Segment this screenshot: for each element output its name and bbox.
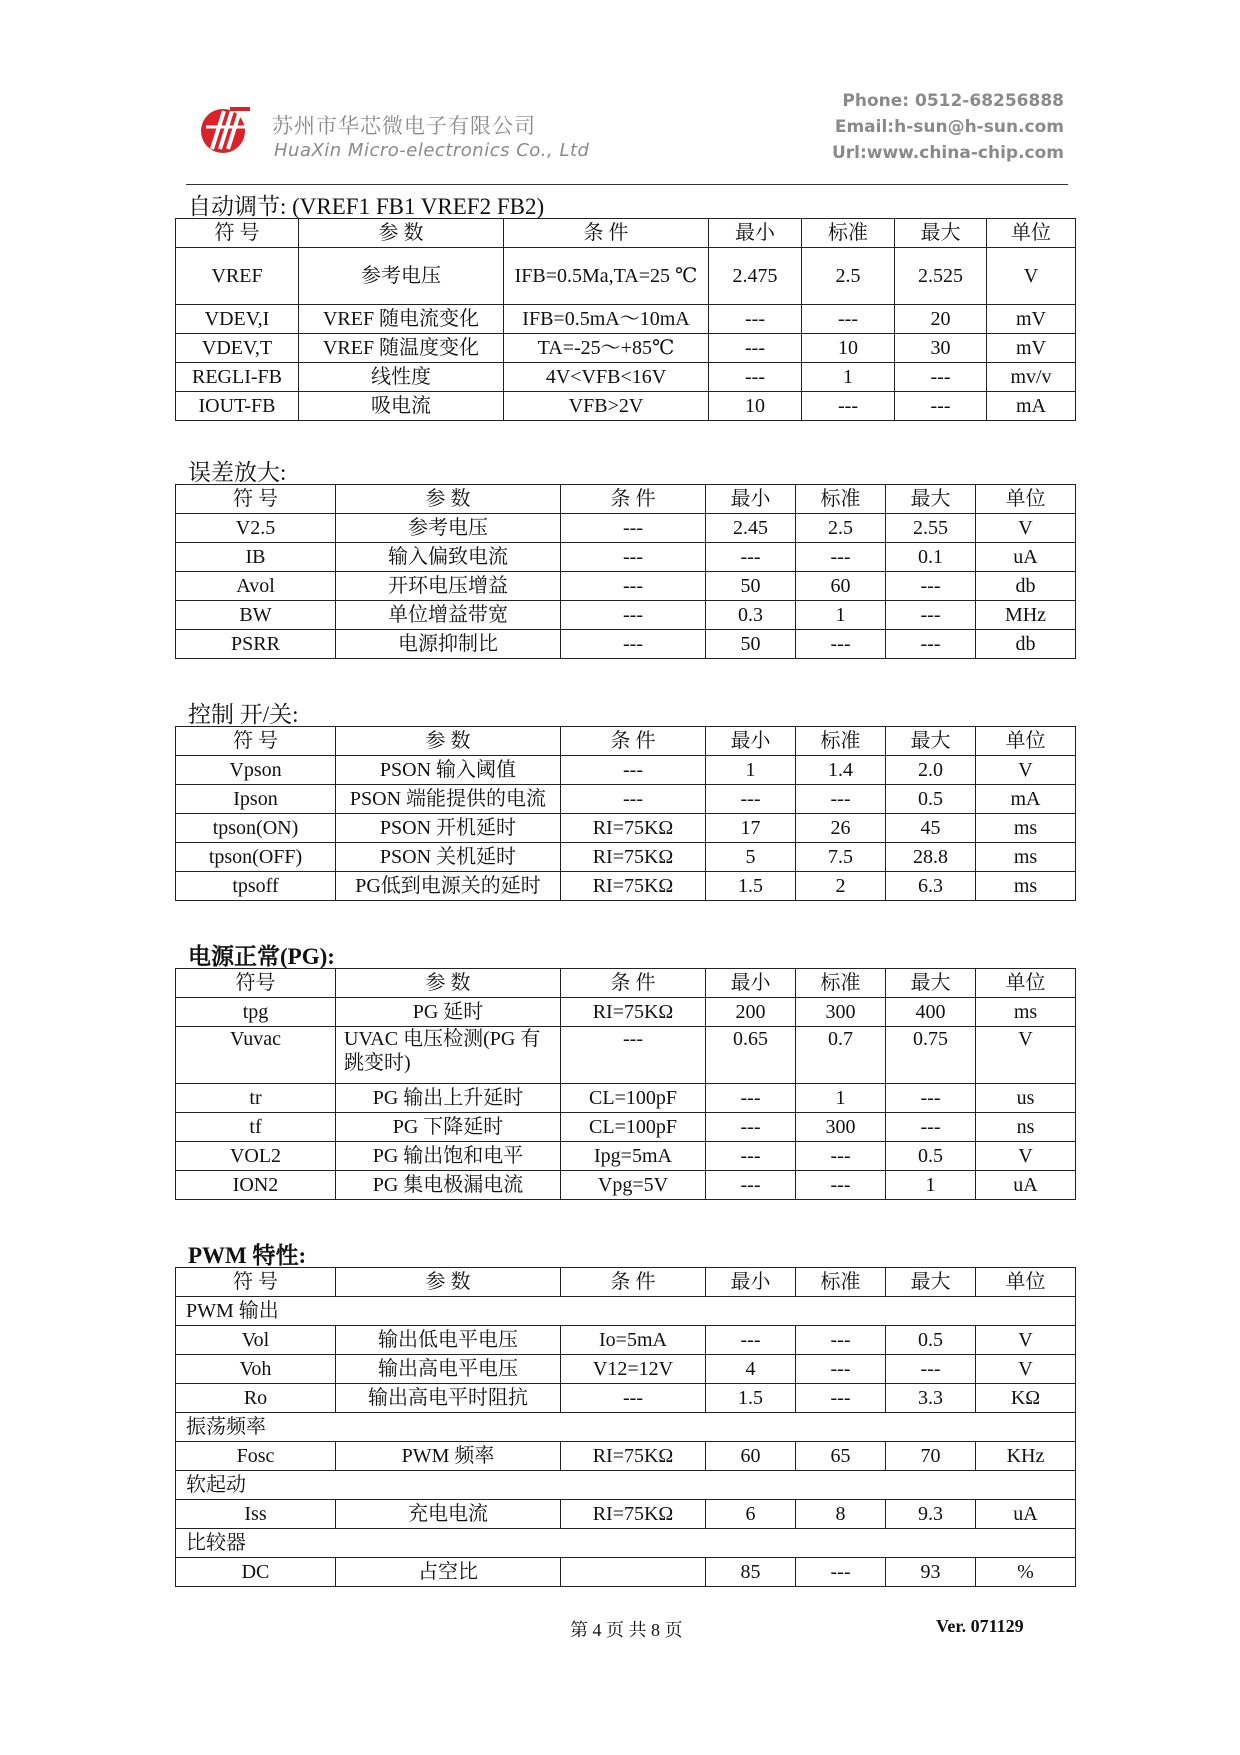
- table-cell: ---: [706, 785, 796, 814]
- table-cell: ---: [706, 1171, 796, 1200]
- table-cell: Iss: [176, 1500, 336, 1529]
- table-cell: ---: [706, 1084, 796, 1113]
- table-cell: 8: [796, 1500, 886, 1529]
- header-cell: 参 数: [336, 485, 561, 514]
- table-cell: 50: [706, 572, 796, 601]
- table-cell: 0.7: [796, 1027, 886, 1084]
- table-cell: ---: [886, 601, 976, 630]
- table-cell: 20: [895, 305, 987, 334]
- table-cell: ---: [561, 630, 706, 659]
- section-title-error-amp: [188, 454, 286, 487]
- table-row: [176, 1084, 1076, 1113]
- table-row: [176, 334, 1076, 363]
- table-cell: PSON 关机延时: [336, 843, 561, 872]
- table-cell: mA: [976, 785, 1076, 814]
- table-cell: V: [976, 1326, 1076, 1355]
- table-cell: ---: [796, 1355, 886, 1384]
- table-cell: 线性度: [299, 363, 504, 392]
- header-cell: 标准: [796, 727, 886, 756]
- table-cell: ---: [796, 1558, 886, 1587]
- table-cell: 0.5: [886, 1142, 976, 1171]
- header-cell: 最大: [895, 219, 987, 248]
- table-cell: V: [976, 756, 1076, 785]
- table-cell: 4V<VFB<16V: [504, 363, 709, 392]
- header-cell: 符 号: [176, 219, 299, 248]
- table-cell: 输出高电平时阻抗: [336, 1384, 561, 1413]
- table-cell: ---: [706, 1113, 796, 1142]
- table-cell: ---: [796, 785, 886, 814]
- url: Url:www.china-chip.com: [831, 143, 1064, 163]
- table-cell: mV: [987, 305, 1076, 334]
- table-cell: IOUT-FB: [176, 392, 299, 421]
- table-cell: Vuvac: [176, 1027, 336, 1084]
- table-cell: PG 输出上升延时: [336, 1084, 561, 1113]
- table-cell: uA: [976, 1171, 1076, 1200]
- table-cell: 输出高电平电压: [336, 1355, 561, 1384]
- table-cell: ---: [796, 543, 886, 572]
- header-divider: [186, 184, 1068, 185]
- table-cell: mA: [987, 392, 1076, 421]
- category-row: [176, 1413, 1076, 1442]
- table-cell: 0.65: [706, 1027, 796, 1084]
- table-cell: ---: [796, 1384, 886, 1413]
- table-cell: 45: [886, 814, 976, 843]
- table-cell: PG 延时: [336, 998, 561, 1027]
- header-cell: 条 件: [504, 219, 709, 248]
- table-cell: Voh: [176, 1355, 336, 1384]
- table-cell: Fosc: [176, 1442, 336, 1471]
- table-cell: ---: [796, 1326, 886, 1355]
- header-cell: 最大: [886, 485, 976, 514]
- table-cell: ---: [895, 392, 987, 421]
- table-cell: ---: [796, 1142, 886, 1171]
- table-cell: ---: [706, 1142, 796, 1171]
- table-cell: ms: [976, 843, 1076, 872]
- table-cell: 2.45: [706, 514, 796, 543]
- table-cell: db: [976, 630, 1076, 659]
- table-cell: 2.525: [895, 248, 987, 305]
- table-cell: 单位增益带宽: [336, 601, 561, 630]
- table-header-row: [176, 969, 1076, 998]
- table-row: [176, 1171, 1076, 1200]
- table-cell: V: [976, 1142, 1076, 1171]
- table-cell: 2.5: [796, 514, 886, 543]
- table-pwm: [175, 1267, 1076, 1587]
- table-cell: ns: [976, 1113, 1076, 1142]
- table-cell: 1.4: [796, 756, 886, 785]
- table-cell: 输出低电平电压: [336, 1326, 561, 1355]
- table-cell: V: [976, 514, 1076, 543]
- table-cell: tpson(OFF): [176, 843, 336, 872]
- table-cell: mv/v: [987, 363, 1076, 392]
- table-cell: 参考电压: [336, 514, 561, 543]
- table-cell: ---: [886, 1355, 976, 1384]
- table-cell: 1: [706, 756, 796, 785]
- table-cell: REGLI-FB: [176, 363, 299, 392]
- table-cell: CL=100pF: [561, 1084, 706, 1113]
- section-title-control: 控制 开/关:: [188, 702, 299, 727]
- table-cell: V12=12V: [561, 1355, 706, 1384]
- table-row: [176, 998, 1076, 1027]
- header-cell: 最大: [886, 969, 976, 998]
- header-cell: 最小: [706, 969, 796, 998]
- table-row: [176, 1027, 1076, 1084]
- table-cell: 1.5: [706, 1384, 796, 1413]
- table-cell: ---: [886, 1084, 976, 1113]
- table-row: [176, 630, 1076, 659]
- page-number: 第 4 页 共 8 页: [570, 1620, 683, 1640]
- header-cell: 最小: [706, 1268, 796, 1297]
- category-row: [176, 1529, 1076, 1558]
- table-cell: 7.5: [796, 843, 886, 872]
- table-cell: RI=75KΩ: [561, 1442, 706, 1471]
- header-cell: 条 件: [561, 727, 706, 756]
- table-cell: ---: [802, 392, 895, 421]
- table-cell: 65: [796, 1442, 886, 1471]
- table-cell: 3.3: [886, 1384, 976, 1413]
- header-cell: 最小: [709, 219, 802, 248]
- table-cell: V: [976, 1355, 1076, 1384]
- table-row: [176, 543, 1076, 572]
- table-row: [176, 363, 1076, 392]
- table-cell: V: [987, 248, 1076, 305]
- category-row: [176, 1471, 1076, 1500]
- table-row: [176, 392, 1076, 421]
- table-cell: BW: [176, 601, 336, 630]
- header-cell: 参 数: [336, 1268, 561, 1297]
- header-cell: 条 件: [561, 485, 706, 514]
- table-cell: 0.3: [706, 601, 796, 630]
- category-row: [176, 1297, 1076, 1326]
- table-cell: 充电电流: [336, 1500, 561, 1529]
- header-cell: 条 件: [561, 969, 706, 998]
- table-cell: 2.475: [709, 248, 802, 305]
- table-cell: ---: [709, 334, 802, 363]
- header-cell: 条 件: [561, 1268, 706, 1297]
- section-title-text: 误差放大:: [188, 460, 287, 485]
- table-cell: RI=75KΩ: [561, 1500, 706, 1529]
- header-cell: 最大: [886, 1268, 976, 1297]
- table-cell: UVAC 电压检测(PG 有跳变时): [336, 1027, 561, 1084]
- header-cell: 最小: [706, 727, 796, 756]
- email: Email:h-sun@h-sun.com: [834, 117, 1064, 137]
- table-cell: tr: [176, 1084, 336, 1113]
- table-cell: uA: [976, 543, 1076, 572]
- table-row: [176, 1442, 1076, 1471]
- table-cell: ---: [709, 363, 802, 392]
- table-cell: 50: [706, 630, 796, 659]
- huaxin-logo-icon: [200, 103, 254, 157]
- table-cell: 9.3: [886, 1500, 976, 1529]
- header-cell: 单位: [976, 969, 1076, 998]
- table-row: [176, 756, 1076, 785]
- table-cell: RI=75KΩ: [561, 872, 706, 901]
- table-cell: VFB>2V: [504, 392, 709, 421]
- table-cell: VOL2: [176, 1142, 336, 1171]
- table-cell: ---: [895, 363, 987, 392]
- table-header-row: [176, 219, 1076, 248]
- table-cell: tpson(ON): [176, 814, 336, 843]
- table-row: [176, 248, 1076, 305]
- header-cell: 标准: [796, 1268, 886, 1297]
- table-cell: 30: [895, 334, 987, 363]
- table-cell: 1: [796, 1084, 886, 1113]
- header-cell: 单位: [976, 485, 1076, 514]
- table-cell: ---: [886, 630, 976, 659]
- phone: Phone: 0512-68256888: [842, 91, 1064, 111]
- table-cell: PG 集电极漏电流: [336, 1171, 561, 1200]
- header-cell: 单位: [976, 727, 1076, 756]
- table-cell: 200: [706, 998, 796, 1027]
- table-row: [176, 514, 1076, 543]
- table-cell: VREF 随电流变化: [299, 305, 504, 334]
- table-cell: PG低到电源关的延时: [336, 872, 561, 901]
- table-cell: 93: [886, 1558, 976, 1587]
- table-cell: VREF 随温度变化: [299, 334, 504, 363]
- table-cell: ---: [886, 1113, 976, 1142]
- table-cell: 5: [706, 843, 796, 872]
- table-row: [176, 572, 1076, 601]
- table-cell: KΩ: [976, 1384, 1076, 1413]
- header-cell: 符 号: [176, 485, 336, 514]
- header-cell: 符 号: [176, 727, 336, 756]
- page-header: [0, 0, 1240, 190]
- table-cell: tpg: [176, 998, 336, 1027]
- table-cell: 2.0: [886, 756, 976, 785]
- table-cell: 吸电流: [299, 392, 504, 421]
- version: Ver. 071129: [936, 1616, 1024, 1636]
- table-cell: 2.5: [802, 248, 895, 305]
- table-cell: 300: [796, 998, 886, 1027]
- table-cell: V2.5: [176, 514, 336, 543]
- table-cell: 6.3: [886, 872, 976, 901]
- table-cell: Ro: [176, 1384, 336, 1413]
- table-cell: 占空比: [336, 1558, 561, 1587]
- table-cell: 0.5: [886, 1326, 976, 1355]
- table-cell: PSON 端能提供的电流: [336, 785, 561, 814]
- category-cell: PWM 输出: [176, 1297, 1076, 1326]
- table-cell: PSON 开机延时: [336, 814, 561, 843]
- table-row: [176, 1142, 1076, 1171]
- table-cell: VDEV,I: [176, 305, 299, 334]
- table-row: [176, 1384, 1076, 1413]
- table-cell: 4: [706, 1355, 796, 1384]
- table-cell: [561, 1558, 706, 1587]
- table-cell: 2.55: [886, 514, 976, 543]
- category-cell: 振荡频率: [176, 1413, 1076, 1442]
- table-cell: V: [976, 1027, 1076, 1084]
- table-cell: 开环电压增益: [336, 572, 561, 601]
- table-cell: ---: [561, 756, 706, 785]
- table-cell: ---: [561, 785, 706, 814]
- table-auto: [175, 218, 1076, 421]
- table-cell: ---: [561, 1027, 706, 1084]
- table-cell: 6: [706, 1500, 796, 1529]
- header-cell: 符 号: [176, 1268, 336, 1297]
- header-cell: 单位: [987, 219, 1076, 248]
- table-cell: tpsoff: [176, 872, 336, 901]
- table-cell: TA=-25～+85℃: [504, 334, 709, 363]
- table-header-row: [176, 485, 1076, 514]
- table-cell: db: [976, 572, 1076, 601]
- table-row: [176, 785, 1076, 814]
- table-cell: RI=75KΩ: [561, 814, 706, 843]
- header-cell: 参 数: [336, 969, 561, 998]
- section-title-auto: 自动调节: (VREF1 FB1 VREF2 FB2): [188, 194, 545, 219]
- table-row: [176, 1113, 1076, 1142]
- table-header-row: [176, 1268, 1076, 1297]
- table-cell: RI=75KΩ: [561, 998, 706, 1027]
- table-cell: ---: [802, 305, 895, 334]
- table-cell: Vpson: [176, 756, 336, 785]
- table-cell: Avol: [176, 572, 336, 601]
- table-cell: ---: [561, 514, 706, 543]
- table-cell: PG 输出饱和电平: [336, 1142, 561, 1171]
- table-cell: IFB=0.5Ma,TA=25 ℃: [504, 248, 709, 305]
- header-cell: 单位: [976, 1268, 1076, 1297]
- table-cell: 1.5: [706, 872, 796, 901]
- category-cell: 比较器: [176, 1529, 1076, 1558]
- table-cell: 输入偏致电流: [336, 543, 561, 572]
- table-cell: ---: [706, 543, 796, 572]
- table-row: [176, 601, 1076, 630]
- table-cell: Ipson: [176, 785, 336, 814]
- company-name-cn: 苏州市华芯微电子有限公司: [272, 114, 536, 138]
- table-cell: 60: [706, 1442, 796, 1471]
- table-cell: %: [976, 1558, 1076, 1587]
- table-cell: ---: [561, 543, 706, 572]
- table-cell: ---: [561, 1384, 706, 1413]
- table-cell: ---: [796, 630, 886, 659]
- table-cell: PG 下降延时: [336, 1113, 561, 1142]
- table-cell: 参考电压: [299, 248, 504, 305]
- header-cell: 最小: [706, 485, 796, 514]
- header-cell: 符号: [176, 969, 336, 998]
- contact-block: [832, 88, 1064, 166]
- table-cell: mV: [987, 334, 1076, 363]
- table-cell: 17: [706, 814, 796, 843]
- section-title-pg: 电源正常(PG):: [188, 944, 335, 969]
- table-row: [176, 305, 1076, 334]
- table-cell: 400: [886, 998, 976, 1027]
- table-cell: ---: [561, 572, 706, 601]
- table-cell: 1: [886, 1171, 976, 1200]
- table-cell: ms: [976, 814, 1076, 843]
- table-cell: KHz: [976, 1442, 1076, 1471]
- table-cell: 10: [802, 334, 895, 363]
- table-cell: ION2: [176, 1171, 336, 1200]
- table-row: [176, 814, 1076, 843]
- table-cell: tf: [176, 1113, 336, 1142]
- table-cell: 电源抑制比: [336, 630, 561, 659]
- header-cell: 标准: [802, 219, 895, 248]
- table-cell: 2: [796, 872, 886, 901]
- table-row: [176, 1500, 1076, 1529]
- table-cell: ms: [976, 998, 1076, 1027]
- table-cell: 0.1: [886, 543, 976, 572]
- table-cell: ---: [886, 572, 976, 601]
- table-cell: 85: [706, 1558, 796, 1587]
- table-cell: uA: [976, 1500, 1076, 1529]
- header-cell: 标准: [796, 485, 886, 514]
- table-row: [176, 1355, 1076, 1384]
- table-cell: ---: [709, 305, 802, 334]
- table-cell: CL=100pF: [561, 1113, 706, 1142]
- header-cell: 最大: [886, 727, 976, 756]
- table-cell: IFB=0.5mA～10mA: [504, 305, 709, 334]
- table-cell: 10: [709, 392, 802, 421]
- table-cell: Vpg=5V: [561, 1171, 706, 1200]
- table-cell: ms: [976, 872, 1076, 901]
- category-cell: 软起动: [176, 1471, 1076, 1500]
- table-cell: 300: [796, 1113, 886, 1142]
- table-row: [176, 843, 1076, 872]
- table-cell: us: [976, 1084, 1076, 1113]
- table-control: [175, 726, 1076, 901]
- table-row: [176, 1558, 1076, 1587]
- table-cell: PSRR: [176, 630, 336, 659]
- table-cell: PSON 输入阈值: [336, 756, 561, 785]
- table-cell: 60: [796, 572, 886, 601]
- table-cell: ---: [561, 601, 706, 630]
- table-cell: 70: [886, 1442, 976, 1471]
- table-row: [176, 872, 1076, 901]
- table-cell: DC: [176, 1558, 336, 1587]
- company-name-en: HuaXin Micro-electronics Co., Ltd: [274, 140, 590, 161]
- table-pg: [175, 968, 1076, 1200]
- header-cell: 参 数: [336, 727, 561, 756]
- table-error-amp: [175, 484, 1076, 659]
- table-cell: ---: [706, 1326, 796, 1355]
- table-cell: 1: [802, 363, 895, 392]
- header-cell: 参 数: [299, 219, 504, 248]
- table-cell: VDEV,T: [176, 334, 299, 363]
- table-cell: MHz: [976, 601, 1076, 630]
- table-cell: 1: [796, 601, 886, 630]
- table-cell: 28.8: [886, 843, 976, 872]
- table-cell: IB: [176, 543, 336, 572]
- header-cell: 标准: [796, 969, 886, 998]
- table-cell: Ipg=5mA: [561, 1142, 706, 1171]
- table-cell: RI=75KΩ: [561, 843, 706, 872]
- table-cell: Io=5mA: [561, 1326, 706, 1355]
- table-cell: 26: [796, 814, 886, 843]
- table-cell: 0.5: [886, 785, 976, 814]
- table-cell: VREF: [176, 248, 299, 305]
- table-cell: Vol: [176, 1326, 336, 1355]
- table-cell: ---: [796, 1171, 886, 1200]
- table-header-row: [176, 727, 1076, 756]
- table-row: [176, 1326, 1076, 1355]
- table-cell: 0.75: [886, 1027, 976, 1084]
- section-title-pwm: PWM 特性:: [188, 1243, 307, 1268]
- table-cell: PWM 频率: [336, 1442, 561, 1471]
